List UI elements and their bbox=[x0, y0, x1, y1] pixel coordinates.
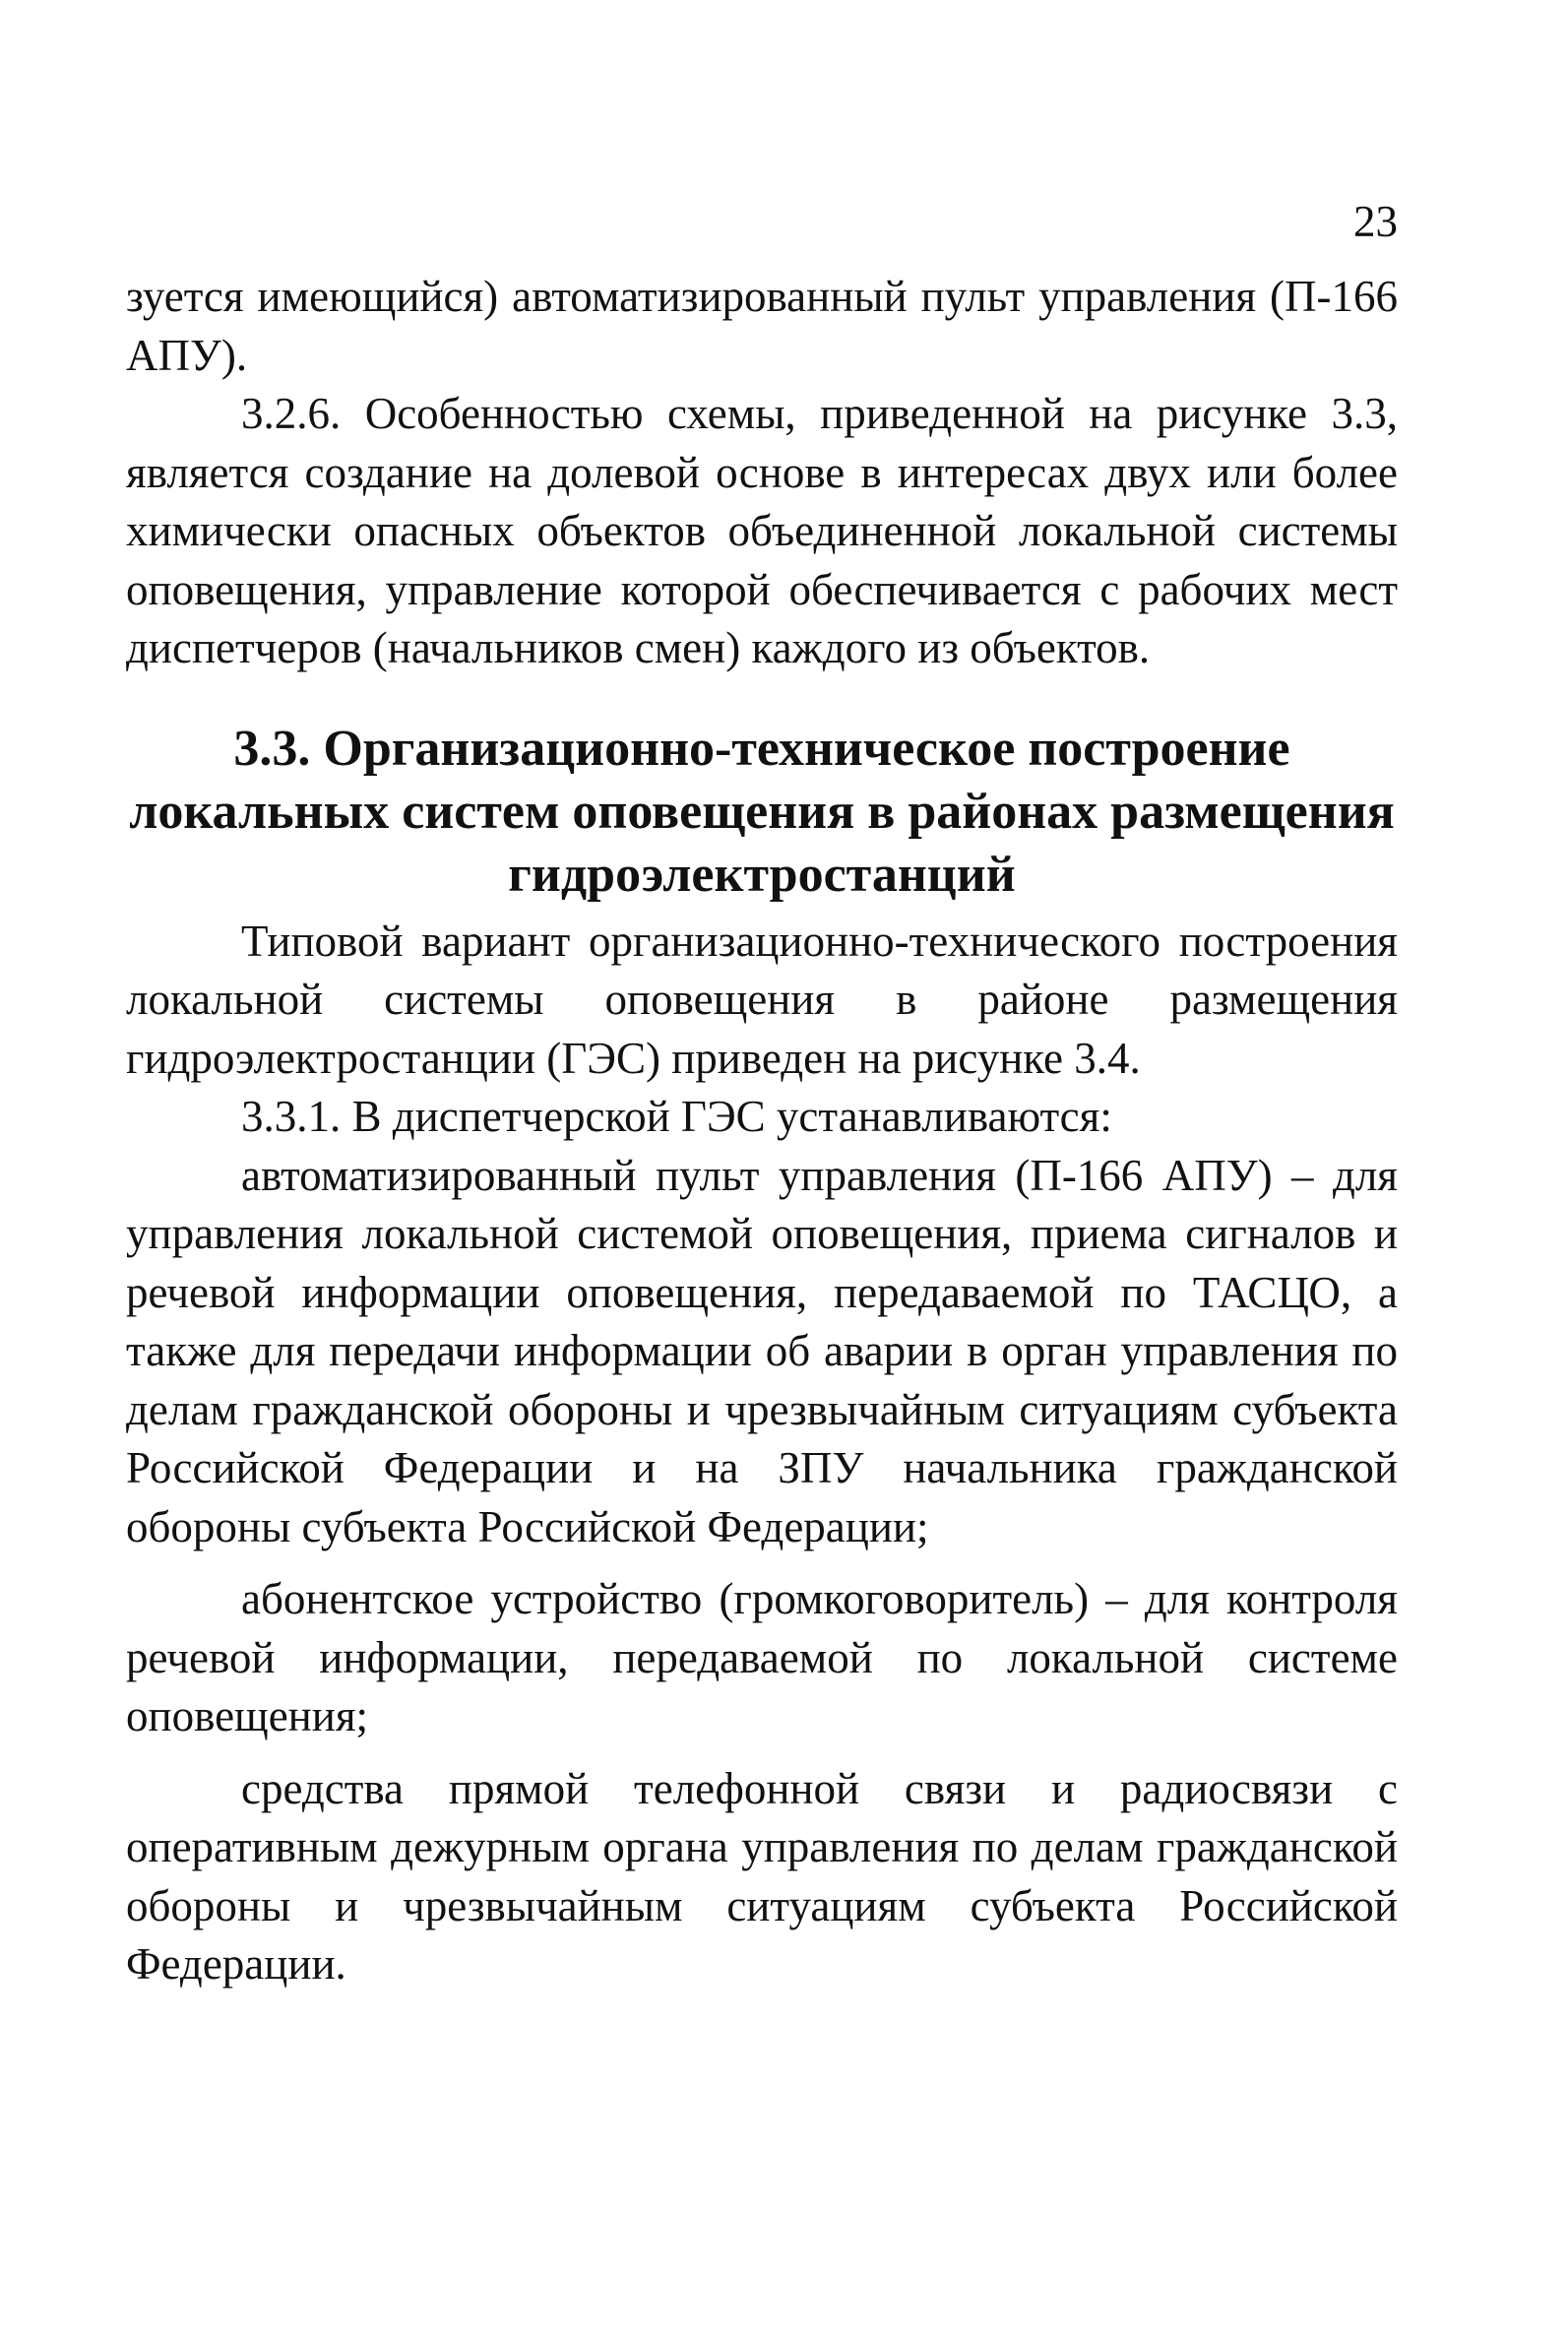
paragraph-3-3-1: 3.3.1. В диспетчерской ГЭС устанавливаются: bbox=[241, 1092, 1112, 1141]
page-body bbox=[126, 268, 1398, 1994]
page-number: 23 bbox=[1353, 197, 1398, 246]
list-item-direct-communication: средства прямой телефонной связи и радиосвязи с оперативным дежурным органа управления по делам гражданской обороны и чрезвычайным ситуациям субъекта Российской Федерации. bbox=[126, 1763, 1398, 1989]
list-item-loudspeaker: абонентское устройство (громкоговоритель) – для контроля речевой информации, передаваемой по локальной системе оповещения; bbox=[126, 1574, 1398, 1740]
list-item-control-panel: автоматизированный пульт управления (П-166 АПУ) – для управления локальной системой оповещения, приема сигналов и речевой информации оповещения, передаваемой по ТАСЦО, а также для передачи информации об аварии в орган управления по делам гражданской обороны и чрезвычайным ситуациям субъекта Российской Федерации и на ЗПУ начальника гражданской обороны субъекта Российской Федерации; bbox=[126, 1150, 1398, 1551]
paragraph-intro: Типовой вариант организационно-технического построения локальной системы оповещения в районе размещения гидроэлектростанции (ГЭС) приведен на рисунке 3.4. bbox=[126, 916, 1398, 1083]
paragraph-continuation: зуется имеющийся) автоматизированный пульт управления (П-166 АПУ). bbox=[126, 272, 1398, 380]
paragraph-3-2-6: 3.2.6. Особенностью схемы, приведенной на рисунке 3.3, является создание на долевой основе в интересах двух или более химически опасных объектов объединенной локальной системы оповещения, управление которой обеспечивается с рабочих мест диспетчеров (начальников смен) каждого из объектов. bbox=[126, 389, 1398, 672]
section-heading-3-3: 3.3. Организационно-техническое построение локальных систем оповещения в районах размещения гидроэлектростанций bbox=[129, 720, 1395, 903]
